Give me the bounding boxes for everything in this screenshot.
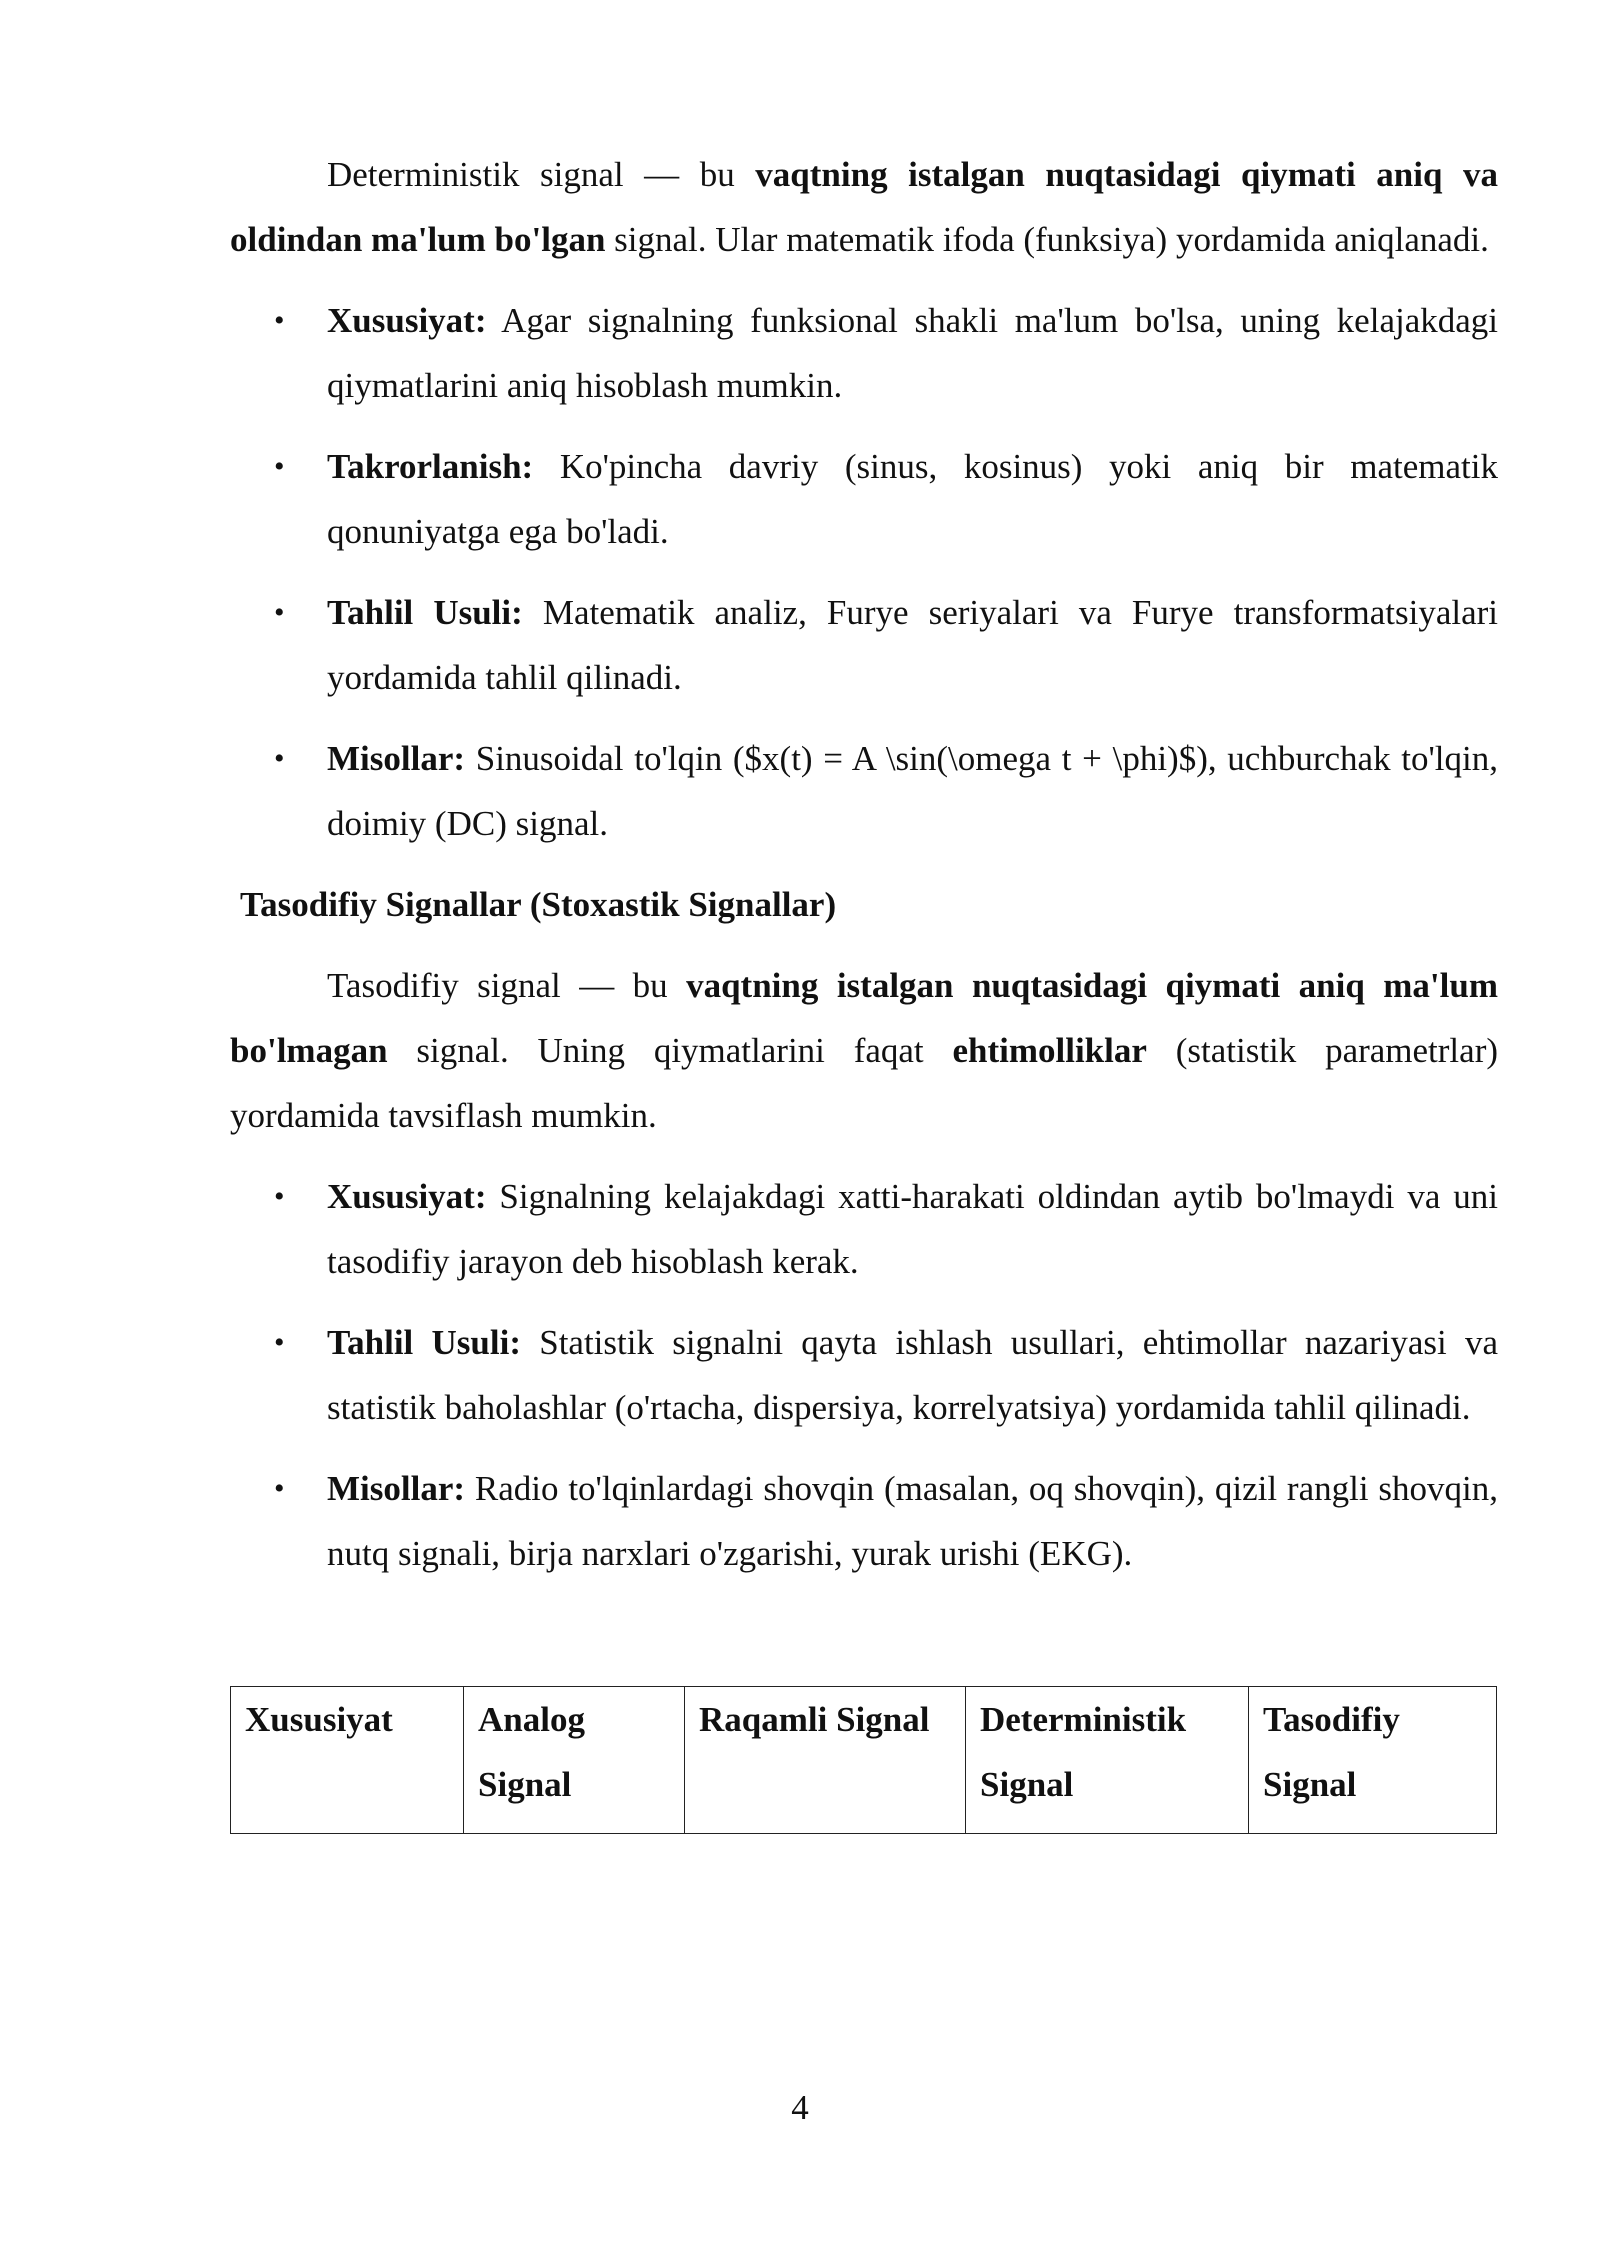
list-item: [230, 288, 1498, 418]
bullet-text: Statistik signalni qayta ishlash usullari, ehtimollar nazariyasi va statistik baholashlar (o'rtacha, dispersiya, korrelyatsiya) yordamida tahlil qilinadi.: [327, 1323, 1498, 1427]
bullet-label: Takrorlanish:: [327, 447, 534, 486]
bullet-icon: •: [274, 596, 285, 629]
list-item: [230, 580, 1498, 710]
table-header-row: [231, 1687, 1497, 1834]
random-intro-lead: Tasodifiy signal — bu: [327, 966, 687, 1005]
list-item: [230, 1310, 1498, 1440]
table-header-cell: Raqamli Signal: [685, 1687, 966, 1834]
list-item: [230, 1456, 1498, 1586]
random-intro-mid: signal. Uning qiymatlarini faqat: [387, 1031, 953, 1070]
bullet-label: Xususiyat:: [327, 1177, 487, 1216]
bullet-text: Signalning kelajakdagi xatti-harakati oldindan aytib bo'lmaydi va uni tasodifiy jarayon deb hisoblash kerak.: [327, 1177, 1498, 1281]
random-intro-bold: vaqtning istalgan nuqtasidagi qiymati aniq ma'lum bo'lmagan: [230, 966, 1498, 1070]
bullet-text: Ko'pincha davriy (sinus, kosinus) yoki aniq bir matematik qonuniyatga ega bo'ladi.: [327, 447, 1498, 551]
bullet-text: Sinusoidal to'lqin ($x(t) = A \sin(\omega t + \phi)$), uchburchak to'lqin, doimiy (DC) signal.: [327, 739, 1498, 843]
table-header-cell: Tasodifiy Signal: [1249, 1687, 1497, 1834]
deterministic-intro-paragraph: [230, 142, 1498, 272]
list-item: [230, 1164, 1498, 1294]
bullet-icon: •: [274, 1180, 285, 1213]
table-header-cell: Xususiyat: [231, 1687, 464, 1834]
random-signals-heading: Tasodifiy Signallar (Stoxastik Signallar): [240, 885, 837, 924]
table-header-cell: Deterministik Signal: [966, 1687, 1249, 1834]
random-intro-bold-2: ehtimolliklar: [952, 1031, 1147, 1070]
list-item: [230, 726, 1498, 856]
page-number: 4: [791, 2088, 809, 2127]
table-header-cell: Analog Signal: [464, 1687, 685, 1834]
bullet-icon: •: [274, 450, 285, 483]
list-item: [230, 434, 1498, 564]
random-intro-rest: (statistik parametrlar) yordamida tavsiflash mumkin.: [230, 1031, 1499, 1135]
bullet-text: Matematik analiz, Furye seriyalari va Furye transformatsiyalari yordamida tahlil qilinadi.: [327, 593, 1498, 697]
document-page: [230, 142, 1498, 1834]
comparison-table: [230, 1686, 1497, 1834]
bullet-label: Tahlil Usuli:: [327, 593, 523, 632]
bullet-label: Misollar:: [327, 739, 466, 778]
deterministic-bullet-list: [230, 288, 1498, 856]
bullet-icon: •: [274, 304, 285, 337]
deterministic-intro-bold: vaqtning istalgan nuqtasidagi qiymati aniq va oldindan ma'lum bo'lgan: [230, 155, 1498, 259]
bullet-text: Radio to'lqinlardagi shovqin (masalan, oq shovqin), qizil rangli shovqin, nutq signali, birja narxlari o'zgarishi, yurak urishi (EKG).: [327, 1469, 1498, 1573]
deterministic-intro-rest: signal. Ular matematik ifoda (funksiya) yordamida aniqlanadi.: [605, 220, 1489, 259]
bullet-icon: •: [274, 1472, 285, 1505]
bullet-label: Tahlil Usuli:: [327, 1323, 521, 1362]
bullet-label: Misollar:: [327, 1469, 466, 1508]
bullet-text: Agar signalning funksional shakli ma'lum bo'lsa, uning kelajakdagi qiymatlarini aniq hisoblash mumkin.: [327, 301, 1498, 405]
random-bullet-list: [230, 1164, 1498, 1586]
random-intro-paragraph: [230, 953, 1498, 1148]
bullet-icon: •: [274, 1326, 285, 1359]
bullet-label: Xususiyat:: [327, 301, 487, 340]
deterministic-intro-lead: Deterministik signal — bu: [327, 155, 756, 194]
spacer: [230, 1602, 1498, 1686]
bullet-icon: •: [274, 742, 285, 775]
